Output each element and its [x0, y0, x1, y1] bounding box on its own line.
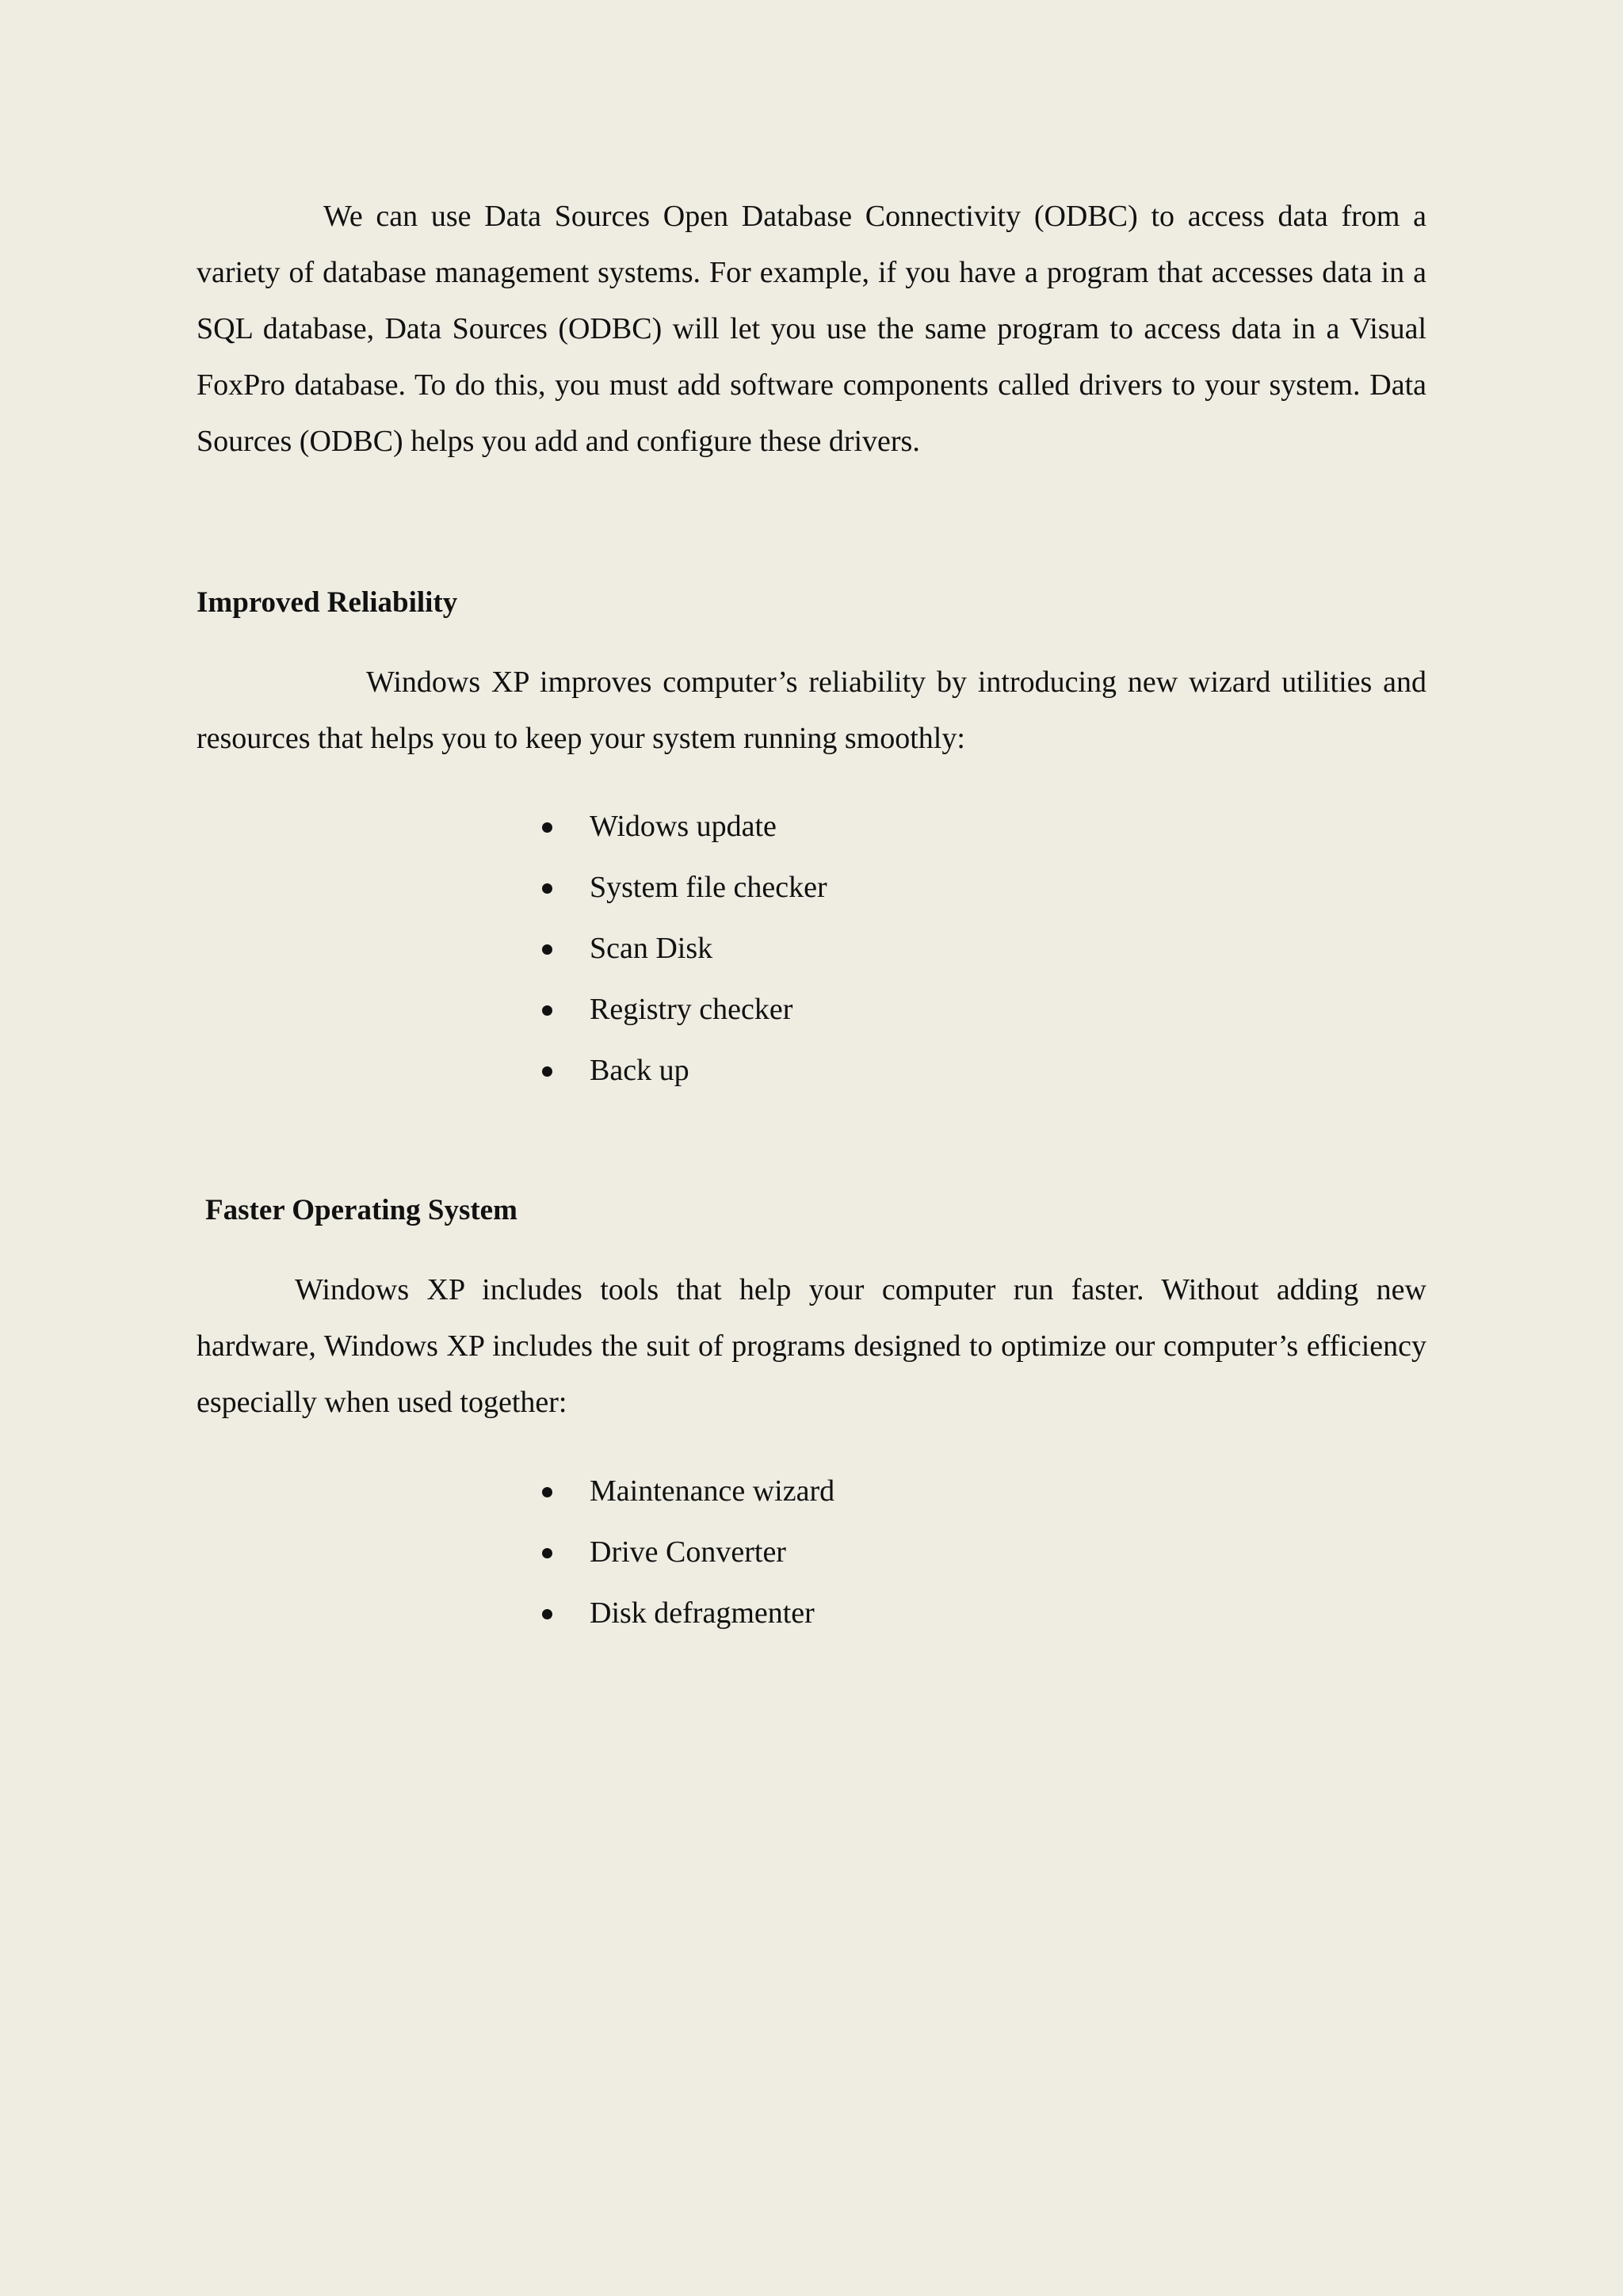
list-item-label: Back up — [590, 1054, 689, 1087]
bullet-icon — [542, 1066, 552, 1077]
list-item — [539, 991, 827, 1052]
faster-heading: Faster Operating System — [205, 1194, 517, 1226]
list-item — [539, 869, 827, 930]
list-item — [539, 808, 827, 869]
list-item — [539, 1473, 834, 1534]
bullet-icon — [542, 1609, 552, 1619]
intro-paragraph: We can use Data Sources Open Database Connectivity (ODBC) to access data from a variety of database management systems. For example, if you have a program that accesses data in a SQL database, Data Sources (ODBC) will let you use the same program to access data in a Visual FoxPro database. To do this, you must add software components called drivers to your system. Data Sources (ODBC) helps you add and configure these drivers. — [197, 200, 1426, 458]
bullet-icon — [542, 1487, 552, 1497]
list-item-label: Drive Converter — [590, 1535, 786, 1569]
faster-list — [539, 1473, 834, 1656]
bullet-icon — [542, 822, 552, 833]
bullet-icon — [542, 1548, 552, 1558]
reliability-paragraph: Windows XP improves computer’s reliability by introducing new wizard utilities and resources that helps you to keep your system running smoothly: — [197, 666, 1426, 755]
reliability-list — [539, 808, 827, 1113]
faster-paragraph: Windows XP includes tools that help your computer run faster. Without adding new hardware, Windows XP includes the suit of programs designed to optimize our computer’s efficiency especially when used together: — [197, 1273, 1426, 1419]
list-item — [539, 1534, 834, 1595]
list-item — [539, 1052, 827, 1113]
list-item-label: System file checker — [590, 871, 827, 904]
list-item-label: Registry checker — [590, 993, 793, 1026]
list-item — [539, 930, 827, 991]
bullet-icon — [542, 883, 552, 894]
list-item-label: Widows update — [590, 810, 777, 843]
list-item — [539, 1595, 834, 1656]
list-item-label: Maintenance wizard — [590, 1474, 835, 1508]
list-item-label: Scan Disk — [590, 932, 713, 965]
reliability-heading: Improved Reliability — [197, 586, 458, 619]
bullet-icon — [542, 1005, 552, 1016]
list-item-label: Disk defragmenter — [590, 1596, 815, 1630]
bullet-icon — [542, 944, 552, 955]
